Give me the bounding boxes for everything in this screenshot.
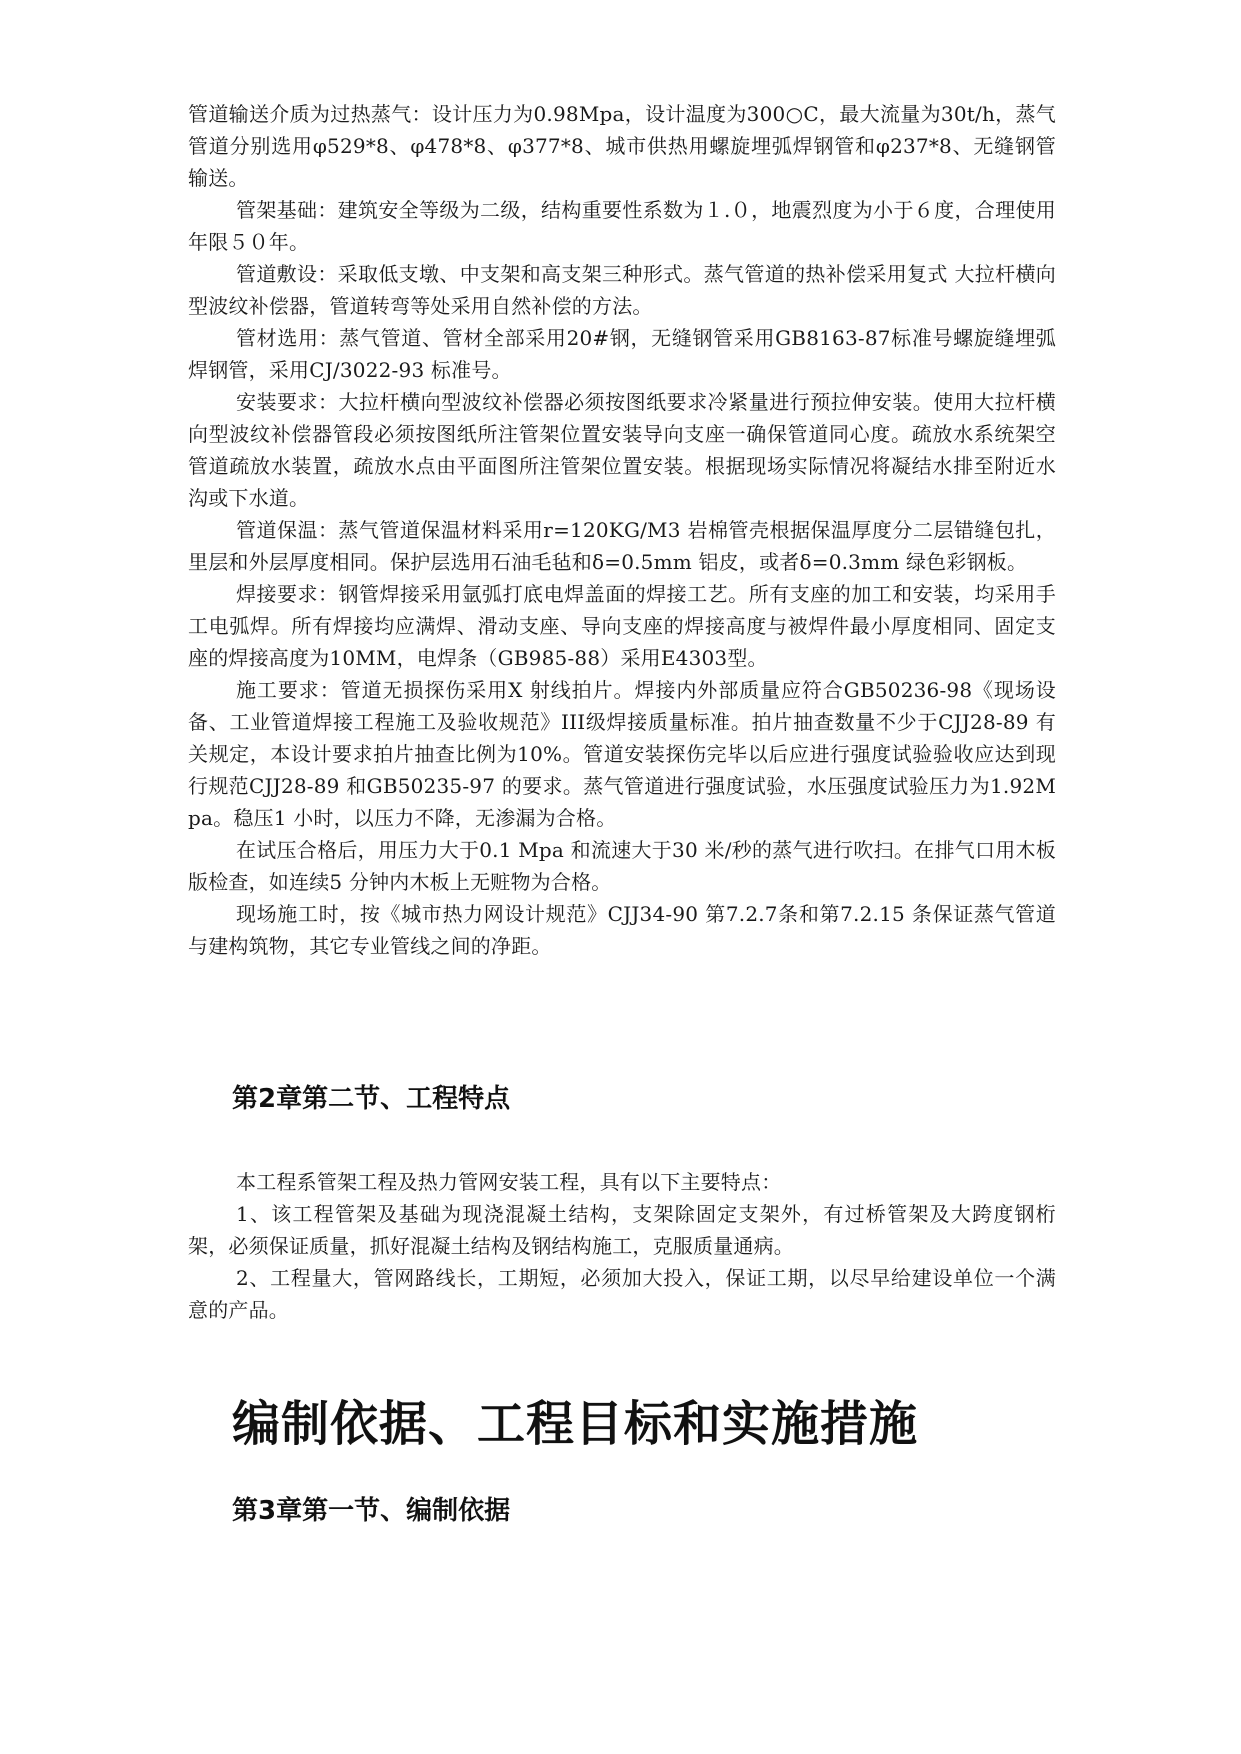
project-features-text xyxy=(188,1166,1056,1326)
paragraph-material-selection: 管材选用：蒸气管道、管材全部采用20#钢，无缝钢管采用GB8163-87标准号螺旋缝埋弧焊钢管，采用CJ/3022-93 标准号。 xyxy=(188,326,1056,382)
paragraph-installation-requirements: 安装要求：大拉杆横向型波纹补偿器必须按图纸要求冷紧量进行预拉伸安装。使用大拉杆横向型波纹补偿器管段必须按图纸所注管架位置安装导向支座一确保管道同心度。疏放水系统架空管道疏放水装置，疏放水点由平面图所注管架位置安装。根据现场实际情况将凝结水排至附近水沟或下水道。 xyxy=(188,390,1056,510)
paragraph-pipe-laying: 管道敷设：采取低支墩、中支架和高支架三种形式。蒸气管道的热补偿采用复式 大拉杆横向型波纹补偿器，管道转弯等处采用自然补偿的方法。 xyxy=(188,262,1056,318)
paragraph-feature-2: 2、工程量大，管网路线长，工期短，必须加大投入，保证工期，以尽早给建设单位一个满意的产品。 xyxy=(188,1266,1056,1322)
chapter3-heading: 第3章第一节、编制依据 xyxy=(232,1496,511,1526)
paragraph-construction-requirements: 施工要求：管道无损探伤采用X 射线拍片。焊接内外部质量应符合GB50236-98《现场设备、工业管道焊接工程施工及验收规范》III级焊接质量标准。拍片抽查数量不少于CJJ28-89 有关规定，本设计要求拍片抽查比例为10%。管道安装探伤完毕以后应进行强度试验验收应达到现行规范CJJ28-89 和GB50235-97 的要求。蒸气管道进行强度试验，水压强度试验压力为1.92Mpa。稳压1 小时，以压力不降，无渗漏为合格。 xyxy=(188,678,1056,830)
paragraph-medium: 管道输送介质为过热蒸气：设计压力为0.98Mpa，设计温度为300○C，最大流量为30t/h，蒸气管道分别选用φ529*8、φ478*8、φ377*8、城市供热用螺旋埋弧焊钢管和φ237*8、无缝钢管输送。 xyxy=(188,102,1056,190)
chapter2-heading: 第2章第二节、工程特点 xyxy=(232,1084,511,1114)
pipeline-spec-text xyxy=(188,98,1056,962)
part-title: 编制依据、工程目标和实施措施 xyxy=(232,1396,919,1452)
paragraph-insulation: 管道保温：蒸气管道保温材料采用r=120KG/M3 岩棉管壳根据保温厚度分二层错缝包扎，里层和外层厚度相同。保护层选用石油毛毡和δ=0.5mm 铝皮，或者δ=0.3mm 绿色彩钢板。 xyxy=(188,518,1056,574)
paragraph-feature-1: 1、该工程管架及基础为现浇混凝土结构，支架除固定支架外，有过桥管架及大跨度钢桁架，必须保证质量，抓好混凝土结构及钢结构施工，克服质量通病。 xyxy=(188,1202,1056,1258)
paragraph-features-intro: 本工程系管架工程及热力管网安装工程，具有以下主要特点： xyxy=(236,1170,782,1194)
paragraph-purging: 在试压合格后，用压力大于0.1 Mpa 和流速大于30 米/秒的蒸气进行吹扫。在排气口用木板版检查，如连续5 分钟内木板上无赃物为合格。 xyxy=(188,838,1056,894)
paragraph-clearance: 现场施工时，按《城市热力网设计规范》CJJ34-90 第7.2.7条和第7.2.15 条保证蒸气管道与建构筑物，其它专业管线之间的净距。 xyxy=(188,902,1056,958)
paragraph-pipe-support-foundation: 管架基础：建筑安全等级为二级，结构重要性系数为１.０，地震烈度为小于６度，合理使用年限５０年。 xyxy=(188,198,1056,254)
paragraph-welding-requirements: 焊接要求：钢管焊接采用氩弧打底电焊盖面的焊接工艺。所有支座的加工和安装，均采用手工电弧焊。所有焊接均应满焊、滑动支座、导向支座的焊接高度与被焊件最小厚度相同、固定支座的焊接高度为10MM，电焊条（GB985-88）采用E4303型。 xyxy=(188,582,1056,670)
